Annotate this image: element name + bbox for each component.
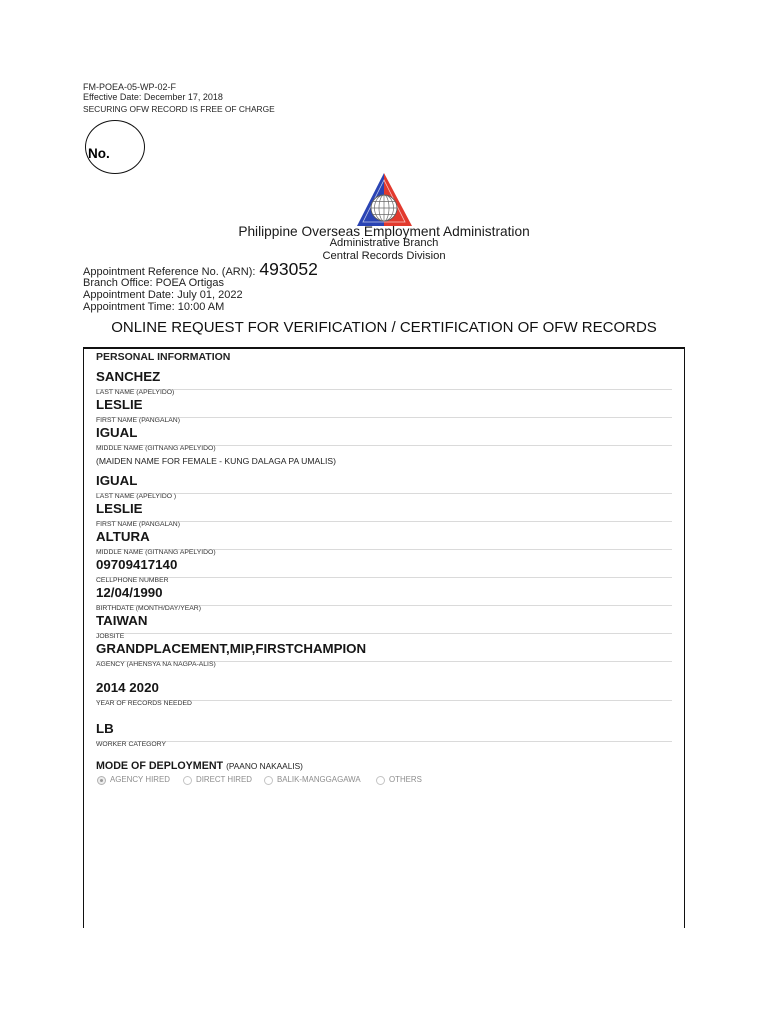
field-agency xyxy=(96,642,672,670)
poea-logo xyxy=(355,171,415,229)
birthdate-label: BIRTHDATE (MONTH/DAY/YEAR) xyxy=(96,604,201,612)
number-label: No. xyxy=(88,145,110,161)
middle-name-value: IGUAL xyxy=(96,425,138,441)
maiden-last-name-value: IGUAL xyxy=(96,473,138,489)
maiden-name-note: (MAIDEN NAME FOR FEMALE - KUNG DALAGA PA UMALIS) xyxy=(96,455,337,466)
maiden-first-name-value: LESLIE xyxy=(96,501,143,517)
agency-name: Philippine Overseas Employment Administration xyxy=(238,224,530,240)
last-name-value: SANCHEZ xyxy=(96,369,161,385)
mode-of-deployment-heading xyxy=(96,761,303,772)
radio-circle[interactable] xyxy=(97,776,106,785)
section-title: PERSONAL INFORMATION xyxy=(96,350,231,363)
field-underline xyxy=(96,741,672,742)
field-underline xyxy=(96,521,672,522)
year-of-records-label: YEAR OF RECORDS NEEDED xyxy=(96,699,192,707)
branch-office-line xyxy=(83,278,224,289)
maiden-middle-name-label: MIDDLE NAME (GITNANG APELYIDO) xyxy=(96,548,216,556)
radio-circle[interactable] xyxy=(183,776,192,785)
maiden-first-name-label: FIRST NAME (PANGALAN) xyxy=(96,520,180,528)
cellphone-label: CELLPHONE NUMBER xyxy=(96,576,169,584)
radio-balik-manggagawa[interactable] xyxy=(264,776,361,785)
branch-office-label: Branch Office: xyxy=(83,276,153,289)
form-title: ONLINE REQUEST FOR VERIFICATION / CERTIFICATION OF OFW RECORDS xyxy=(111,318,657,336)
field-first-name xyxy=(96,398,672,426)
agency-branch: Administrative Branch xyxy=(329,236,439,249)
jobsite-label: JOBSITE xyxy=(96,632,125,640)
maiden-middle-name-value: ALTURA xyxy=(96,529,150,545)
jobsite-value: TAIWAN xyxy=(96,613,148,629)
field-last-name xyxy=(96,370,672,398)
birthdate-value: 12/04/1990 xyxy=(96,585,163,601)
free-of-charge-notice: SECURING OFW RECORD IS FREE OF CHARGE xyxy=(83,103,275,114)
branch-office-value: POEA Ortigas xyxy=(155,276,225,289)
radio-direct-hired-label: DIRECT HIRED xyxy=(196,775,252,785)
first-name-label: FIRST NAME (PANGALAN) xyxy=(96,416,180,424)
last-name-label: LAST NAME (APELYIDO) xyxy=(96,388,175,396)
field-underline xyxy=(96,389,672,390)
field-birthdate xyxy=(96,586,672,614)
radio-agency-hired[interactable] xyxy=(97,776,170,785)
radio-circle[interactable] xyxy=(376,776,385,785)
cellphone-value: 09709417140 xyxy=(96,557,178,573)
field-maiden-first-name xyxy=(96,502,672,530)
agency-division: Central Records Division xyxy=(322,249,446,262)
radio-balik-manggagawa-label: BALIK-MANGGAGAWA xyxy=(277,775,361,785)
radio-agency-hired-label: AGENCY HIRED xyxy=(110,775,170,785)
agency-value: GRANDPLACEMENT,MIP,FIRSTCHAMPION xyxy=(96,641,367,657)
appointment-time-line xyxy=(83,302,224,313)
maiden-last-name-label: LAST NAME (APELYIDO ) xyxy=(96,492,177,500)
field-underline xyxy=(96,493,672,494)
personal-information-box xyxy=(83,347,685,928)
field-middle-name xyxy=(96,426,672,454)
appointment-date-value: July 01, 2022 xyxy=(177,288,243,301)
mode-of-deployment-subtitle: (PAANO NAKAALIS) xyxy=(226,760,303,771)
appointment-time-label: Appointment Time: xyxy=(83,300,175,313)
year-of-records-value: 2014 2020 xyxy=(96,680,159,696)
radio-others-label: OTHERS xyxy=(389,775,422,785)
effective-date: Effective Date: December 17, 2018 xyxy=(83,91,223,102)
mode-of-deployment-title: MODE OF DEPLOYMENT xyxy=(96,759,224,772)
radio-others[interactable] xyxy=(376,776,422,785)
field-cellphone xyxy=(96,558,672,586)
field-underline xyxy=(96,577,672,578)
field-jobsite xyxy=(96,614,672,642)
radio-circle[interactable] xyxy=(264,776,273,785)
field-worker-category xyxy=(96,722,672,750)
field-year-of-records xyxy=(96,681,672,709)
agency-label: AGENCY (AHENSYA NA NAGPA-ALIS) xyxy=(96,660,216,668)
worker-category-value: LB xyxy=(96,721,114,737)
arn-label: Appointment Reference No. (ARN): xyxy=(83,266,256,278)
field-maiden-middle-name xyxy=(96,530,672,558)
arn-value: 493052 xyxy=(259,259,318,279)
globe-icon xyxy=(371,195,397,221)
radio-direct-hired[interactable] xyxy=(183,776,252,785)
middle-name-label: MIDDLE NAME (GITNANG APELYIDO) xyxy=(96,444,216,452)
appointment-date-label: Appointment Date: xyxy=(83,288,175,301)
form-code: FM-POEA-05-WP-02-F xyxy=(83,81,177,92)
first-name-value: LESLIE xyxy=(96,397,143,413)
appointment-date-line xyxy=(83,290,243,301)
field-maiden-last-name xyxy=(96,474,672,502)
field-underline xyxy=(96,417,672,418)
worker-category-label: WORKER CATEGORY xyxy=(96,740,166,748)
appointment-time-value: 10:00 AM xyxy=(177,300,225,313)
field-underline xyxy=(96,633,672,634)
